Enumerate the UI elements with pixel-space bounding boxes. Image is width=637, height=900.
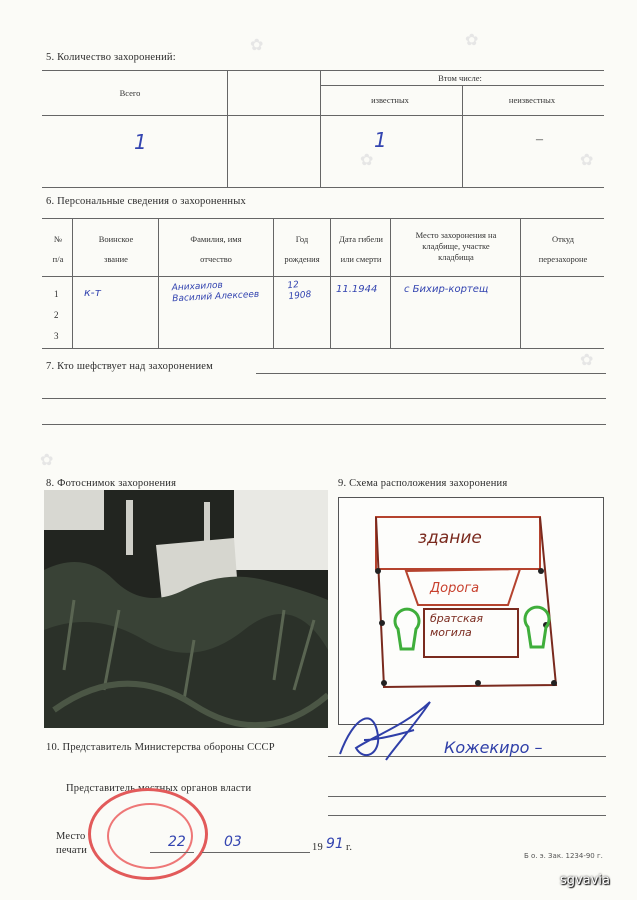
col-name-line2: отчество xyxy=(200,254,232,264)
unknown-value: – xyxy=(536,132,543,147)
col-from-line1: Откуд xyxy=(552,234,574,244)
col-from-line2: перезахороне xyxy=(538,254,588,264)
entry-rank: к-т xyxy=(84,286,102,299)
col-death-line2: или смерти xyxy=(340,254,382,264)
print-code: Б о. э. Зак. 1234-90 г. xyxy=(524,852,603,860)
date-day: 22 xyxy=(168,834,186,850)
watermark-splotch: ✿ xyxy=(580,150,594,169)
date-year-unit: г. xyxy=(346,842,353,853)
signature-scrawl xyxy=(334,696,444,768)
site-watermark: sgvavia xyxy=(560,873,610,888)
place-label-line2: печати xyxy=(56,845,88,856)
section-6-heading: 6. Персональные сведения о захороненных xyxy=(46,196,246,207)
scheme-grave-label-line1: братская xyxy=(430,612,483,625)
local-rep-label: Представитель местных органов власти xyxy=(66,783,252,794)
col-name-line1: Фамилия, имя xyxy=(190,234,242,244)
date-year-suffix: 91 xyxy=(326,836,344,852)
entry-name-line2: Василий Алексеев xyxy=(172,289,260,305)
row-number-1: 1 xyxy=(54,289,59,299)
entry-name-line1: Анихаилов xyxy=(171,280,224,294)
date-month: 03 xyxy=(224,834,242,850)
scheme-road-label: Дорога xyxy=(430,581,480,596)
known-header: известных xyxy=(371,95,409,105)
col-place-line1: Место захоронения на xyxy=(415,230,497,240)
section-5-heading: 5. Количество захоронений: xyxy=(46,52,176,63)
section-7-heading: 7. Кто шефствует над захоронением xyxy=(46,361,214,372)
total-header: Всего xyxy=(119,88,141,98)
watermark-splotch: ✿ xyxy=(465,30,479,49)
place-label-line1: Место xyxy=(56,831,86,842)
col-year-line1: Год xyxy=(295,234,309,244)
entry-year-line1: 12 xyxy=(286,280,300,292)
watermark-splotch: ✿ xyxy=(360,150,374,169)
watermark-splotch: ✿ xyxy=(250,35,264,54)
grave-photo xyxy=(44,490,328,728)
entry-burial-place: с Бихир-кортещ xyxy=(404,284,489,295)
total-value: 1 xyxy=(134,130,147,154)
col-death-line1: Дата гибели xyxy=(339,234,383,244)
col-place-line3: кладбища xyxy=(438,252,474,262)
section-10-heading: 10. Представитель Министерства обороны СССР xyxy=(46,742,275,753)
date-year-prefix: 19 xyxy=(312,842,323,853)
col-num-line2: п/а xyxy=(52,254,64,264)
watermark-splotch: ✿ xyxy=(40,450,54,469)
col-rank-line1: Воинское xyxy=(98,234,134,244)
entry-year-line2: 1908 xyxy=(288,289,312,303)
section-9-heading: 9. Схема расположения захоронения xyxy=(338,478,508,489)
col-year-line2: рождения xyxy=(284,254,320,264)
in-number-header: Втом числе: xyxy=(438,73,482,83)
row-number-2: 2 xyxy=(54,310,59,320)
known-value: 1 xyxy=(374,128,387,152)
signature-text: Кожекиро – xyxy=(444,738,543,757)
unknown-header: неизвестных xyxy=(508,95,556,105)
row-number-3: 3 xyxy=(54,331,59,341)
col-rank-line2: звание xyxy=(104,254,128,264)
official-seal xyxy=(88,788,208,880)
scheme-grave-label-line2: могила xyxy=(430,626,472,639)
scheme-building-label: здание xyxy=(418,528,482,548)
section-8-heading: 8. Фотоснимок захоронения xyxy=(46,478,177,489)
col-num-line1: № xyxy=(53,234,63,244)
entry-death-date: 11.1944 xyxy=(336,284,378,295)
col-place-line2: кладбище, участке xyxy=(422,241,490,251)
watermark-splotch: ✿ xyxy=(580,350,594,369)
